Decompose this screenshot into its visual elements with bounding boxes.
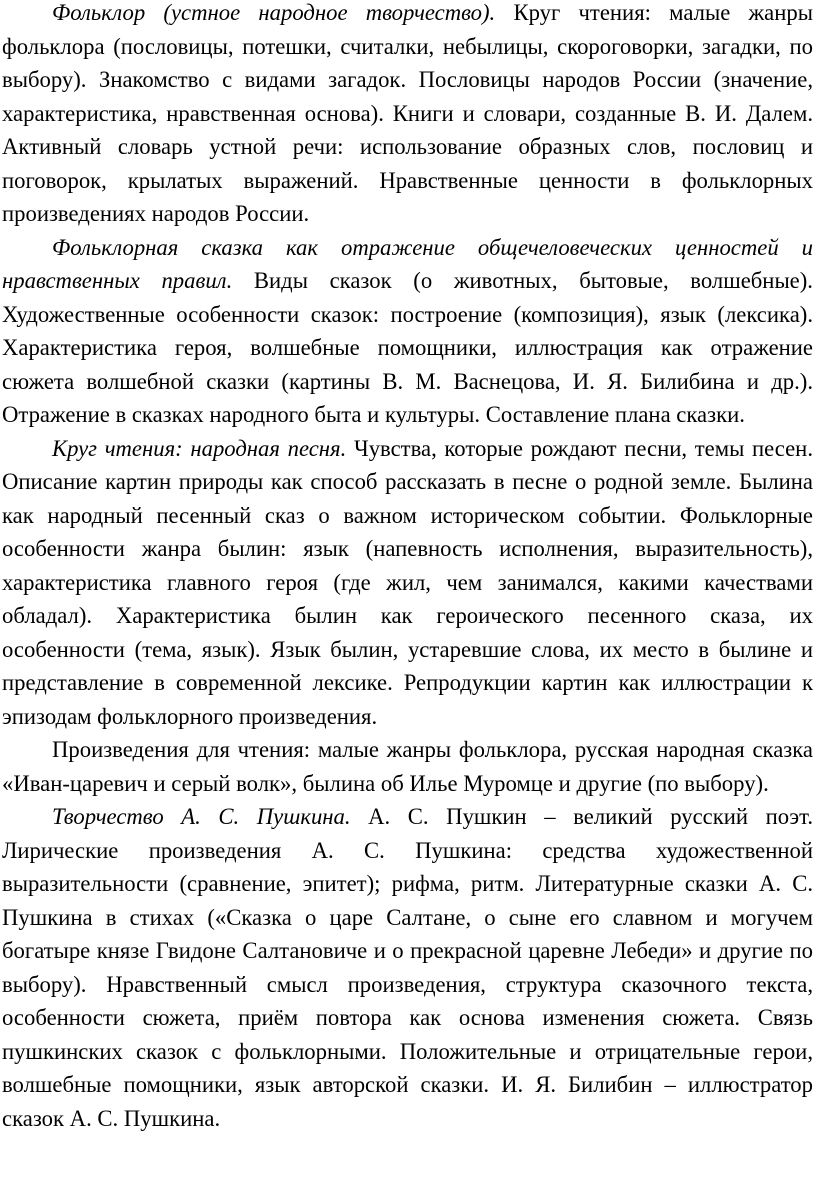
paragraph-pushkin — [2, 800, 813, 1135]
paragraph-lead: Фольклорная сказка как отражение общечеловеческих ценностей и нравственных правил. — [2, 234, 813, 293]
paragraph-text: Чувства, которые рождают песни, темы песен. Описание картин природы как способ рассказать в песне о родной земле. Былина как народный песенный сказ о важном историческом событии. Фольклорные особенности жанра былин: язык (напевность исполнения, выразительность), характеристика главного героя (где жил, чем занимался, какими качествами обладал). Характеристика былин как героического песенного сказа, их особенности (тема, язык). Язык былин, устаревшие слова, их место в былине и представление в современной лексике. Репродукции картин как иллюстрации к эпизодам фольклорного произведения. — [2, 435, 813, 729]
paragraph-folklore — [2, 0, 813, 231]
paragraph-lead: Фольклор (устное народное творчество). — [52, 0, 496, 25]
paragraph-text: Виды сказок (о животных, бытовые, волшебные). Художественные особенности сказок: построение (композиция), язык (лексика). Характеристика героя, волшебные помощники, иллюстрация как отражение сюжета волшебной сказки (картины В. М. Васнецова, И. Я. Билибина и др.). Отражение в сказках народного быта и культуры. Составление плана сказки. — [2, 268, 813, 427]
paragraph-lead: Круг чтения: народная песня. — [52, 435, 347, 461]
paragraph-lead: Творчество А. С. Пушкина. — [52, 804, 351, 829]
paragraph-folk-tale — [2, 231, 813, 432]
paragraph-text: А. С. Пушкин – великий русский поэт. Лирические произведения А. С. Пушкина: средства художественной выразительности (сравнение, эпитет); рифма, ритм. Литературные сказки А. С. Пушкина в стихах («Сказка о царе Салтане, о сыне его славном и могучем богатыре князе Гвидоне Салтановиче и о прекрасной царевне Лебеди» и другие по выбору). Нравственный смысл произведения, структура сказочного текста, особенности сюжета, приём повтора как основа изменения сюжета. Связь пушкинских сказок с фольклорными. Положительные и отрицательные герои, волшебные помощники, язык авторской сказки. И. Я. Билибин – иллюстратор сказок А. С. Пушкина. — [2, 804, 813, 1131]
paragraph-folk-song — [2, 432, 813, 734]
paragraph-text: Круг чтения: малые жанры фольклора (пословицы, потешки, считалки, небылицы, скороговорки, загадки, по выбору). Знакомство с видами загадок. Пословицы народов России (значение, характеристика, нравственная основа). Книги и словари, созданные В. И. Далем. Активный словарь устной речи: использование образных слов, пословиц и поговорок, крылатых выражений. Нравственные ценности в фольклорных произведениях народов России. — [2, 0, 813, 226]
paragraph-reading-works — [2, 733, 813, 800]
paragraph-text: Произведения для чтения: малые жанры фольклора, русская народная сказка «Иван-царевич и серый волк», былина об Илье Муромце и другие (по выбору). — [2, 737, 813, 796]
